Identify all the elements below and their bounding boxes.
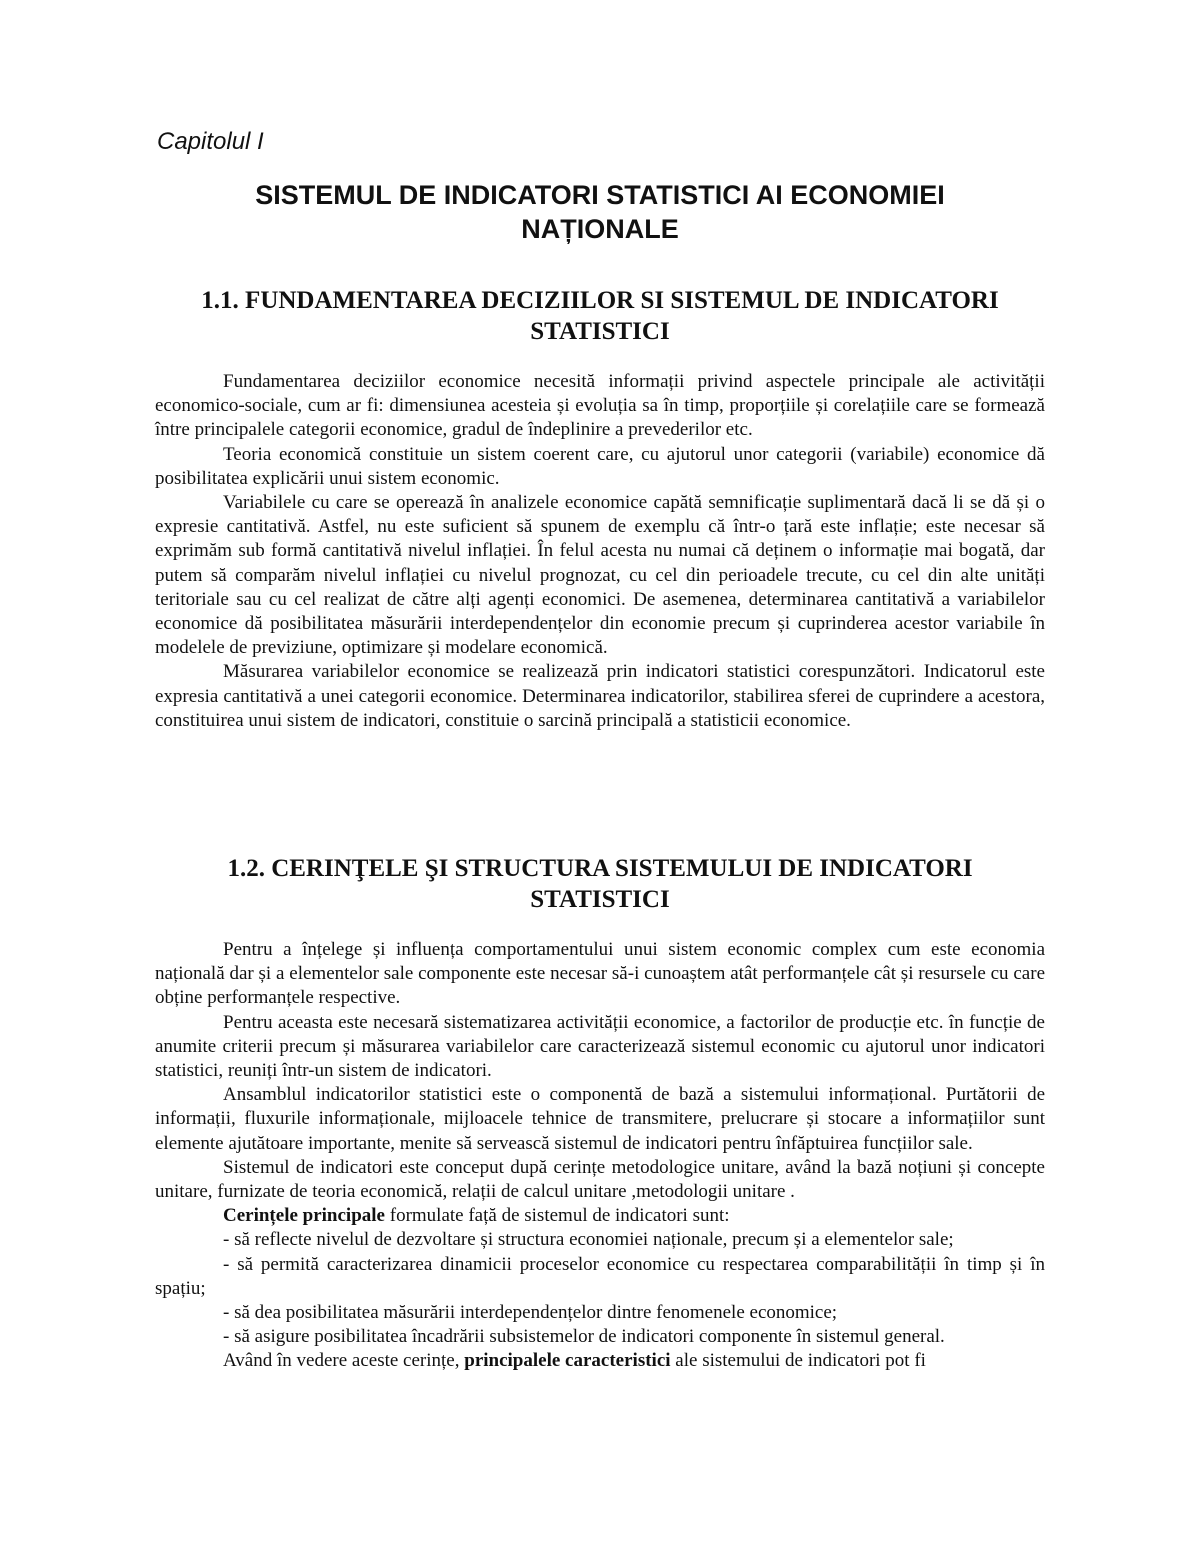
list-item: - să asigure posibilitatea încadrării subsistemelor de indicatori componente în sistemul general. (223, 1326, 945, 1348)
paragraph: Ansamblul indicatorilor statistici este o componentă de bază a sistemului informațional. Purtătorii de informații, fluxurile informaționale, mijloacele tehnice de transmitere, prelucrare și stocare a informațiilor sunt elemente ajutătoare importante, menite să servească sistemul de indicatori pentru înfăptuirea funcțiilor sale. (155, 1084, 1045, 1154)
list-item: - să dea posibilitatea măsurării interdependențelor dintre fenomenele economice; (223, 1302, 838, 1324)
closing-end: ale sistemului de indicatori pot fi (670, 1350, 926, 1372)
paragraph: Pentru a înțelege și influența comportamentului unui sistem economic complex cum este economia națională dar și a elementelor sale componente este necesar să-i cunoaștem atât performanțele cât și resursele cu care obține performanțele respective. (155, 939, 1045, 1009)
closing-bold: principalele caracteristici (464, 1350, 671, 1372)
list-item: - să reflecte nivelul de dezvoltare și structura economiei naționale, precum și a elementelor sale; (223, 1229, 954, 1251)
chapter-title (155, 178, 1045, 246)
section-1-body (155, 370, 1045, 733)
section-2-title-line1: 1.2. CERINŢELE ŞI STRUCTURA SISTEMULUI DE INDICATORI (227, 855, 973, 882)
section-1-title-line2: STATISTICI (530, 318, 670, 345)
paragraph: Sistemul de indicatori este conceput după cerințe metodologice unitare, având la bază noțiuni și concepte unitare, furnizate de teoria economică, relații de calcul unitare ,metodologii unitare . (155, 1156, 1045, 1203)
list-item: - să permită caracterizarea dinamicii proceselor economice cu respectarea comparabilității în timp și în spațiu; (155, 1253, 1045, 1299)
requirements-intro (155, 1204, 1045, 1228)
chapter-title-line2: NAȚIONALE (521, 214, 679, 244)
paragraph: Teoria economică constituie un sistem coerent care, cu ajutorul unor categorii (variabile) economice dă posibilitatea explicării unui sistem economic. (155, 443, 1045, 489)
closing-start: Având în vedere aceste cerințe, (223, 1350, 465, 1372)
paragraph: Fundamentarea deciziilor economice necesită informații privind aspectele principale ale activității economico-sociale, cum ar fi: dimensiunea acesteia și evoluția sa în timp, proporțiile și corelațiile care se formează între principalele categorii economice, gradul de îndeplinire a prevederilor etc. (155, 371, 1045, 441)
chapter-title-line1: SISTEMUL DE INDICATORI STATISTICI AI ECONOMIEI (255, 180, 945, 210)
closing-paragraph (155, 1349, 1045, 1373)
paragraph: Variabilele cu care se operează în analizele economice capătă semnificație suplimentară dacă li se dă și o expresie cantitativă. Astfel, nu este suficient să spunem de exemplu că într-o țară este inflație; este necesar să exprimăm sub formă cantitativă nivelul inflației. În felul acesta nu numai că deținem o informație mai bogată, dar putem să comparăm nivelul inflației cu nivelul prognozat, cu cel din perioadele trecute, cu cel din alte unități teritoriale sau cu cel realizat de către alți agenți economici. De asemenea, determinarea cantitativă a variabilelor economice dă posibilitatea măsurării interdependențelor din economie precum și cuprinderea acestor variabile în modelele de previziune, optimizare și modelare economică. (155, 492, 1045, 659)
paragraph: Pentru aceasta este necesară sistematizarea activității economice, a factorilor de producție etc. în funcție de anumite criterii precum și măsurarea variabilelor care caracterizează sistemul economic cu ajutorul unor indicatori statistici, reuniți într-un sistem de indicatori. (155, 1011, 1045, 1082)
section-2-body (155, 938, 1045, 1374)
chapter-label: Capitolul I (157, 128, 264, 155)
requirements-rest: formulate față de sistemul de indicatori sunt: (385, 1205, 730, 1227)
requirements-bold: Cerințele principale (223, 1205, 385, 1227)
section-1-title (155, 285, 1045, 347)
section-1-title-line1: 1.1. FUNDAMENTAREA DECIZIILOR SI SISTEMUL DE INDICATORI (201, 287, 999, 314)
section-2-title (155, 853, 1045, 915)
paragraph: Măsurarea variabilelor economice se realizează prin indicatori statistici corespunzători. Indicatorul este expresia cantitativă a unei categorii economice. Determinarea indicatorilor, stabilirea sferei de cuprindere a acestora, constituirea unui sistem de indicatori, constituie o sarcină principală a statisticii economice. (155, 661, 1045, 731)
section-2-title-line2: STATISTICI (530, 886, 670, 913)
